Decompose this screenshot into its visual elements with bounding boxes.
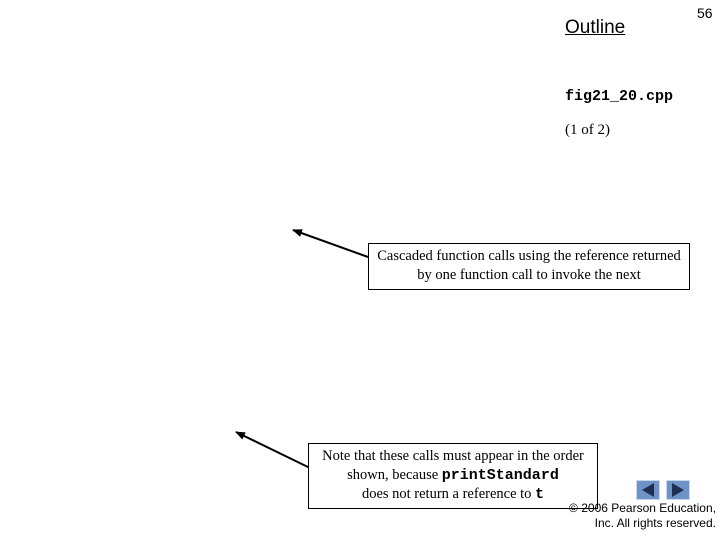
- part-indicator: (1 of 2): [565, 122, 610, 138]
- callout-1-arrow: [293, 230, 368, 257]
- outline-link[interactable]: Outline: [565, 17, 626, 38]
- copyright-line-2: Inc. All rights reserved.: [594, 516, 716, 530]
- callout-cascaded-calls: [368, 243, 690, 290]
- callout-1-text: Cascaded function calls using the reference returned by one function call to invoke the next: [377, 248, 681, 283]
- callout-2-text-before: Note that these calls must appear in the order shown, because: [322, 448, 584, 483]
- file-name: fig21_20.cpp: [565, 88, 674, 105]
- callout-2-text-middle: does not return a reference to: [361, 486, 536, 502]
- next-slide-button[interactable]: [666, 480, 690, 500]
- previous-slide-button[interactable]: [636, 480, 660, 500]
- callout-2-arrow: [236, 432, 310, 468]
- slide-number: 56: [697, 5, 713, 21]
- copyright-line-1: © 2006 Pearson Education,: [569, 501, 716, 515]
- copyright: [516, 501, 716, 531]
- callout-2-code-t: t: [535, 486, 545, 503]
- triangle-right-icon: [667, 481, 689, 499]
- callout-2-code-printstandard: printStandard: [441, 467, 559, 484]
- callout-call-order-note: [308, 443, 598, 509]
- triangle-left-icon: [637, 481, 659, 499]
